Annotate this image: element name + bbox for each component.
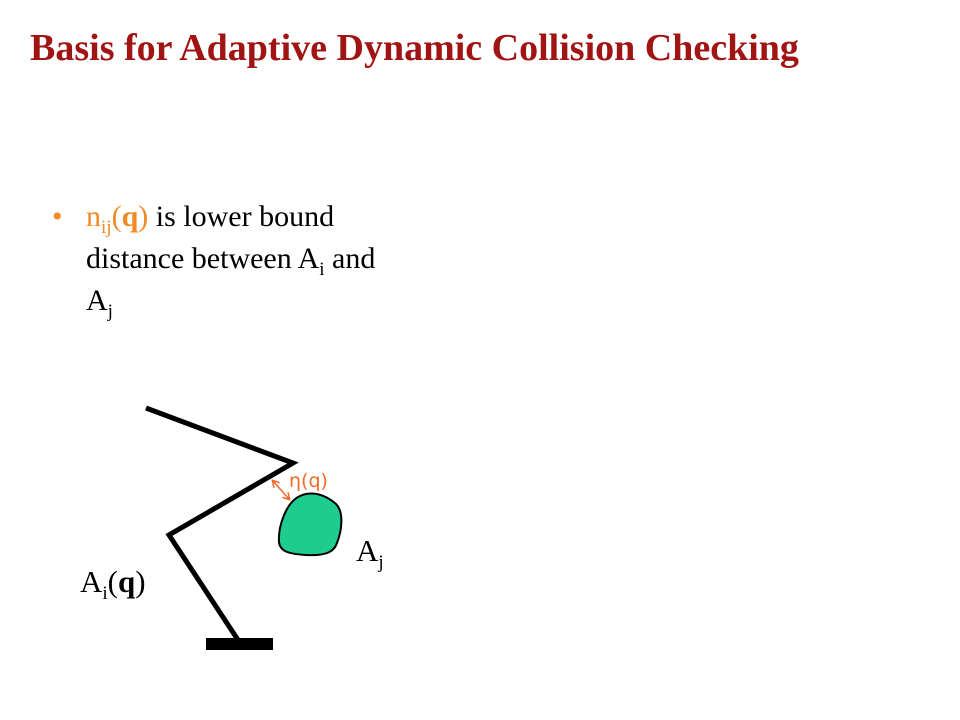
obstacle-label: [356, 533, 384, 573]
robot-label-text: A: [80, 564, 103, 599]
eta-q: q: [121, 200, 139, 233]
bullet-text-2-end: and: [324, 242, 376, 275]
bullet-text-2-sub: i: [319, 259, 325, 280]
slide-title: Basis for Adaptive Dynamic Collision Checking: [30, 27, 799, 69]
bullet-text-3-sub: j: [107, 301, 113, 322]
eta-paren-close: ): [138, 200, 149, 233]
bullet-text-1: is lower bound: [148, 200, 335, 233]
eta-paren-open: (: [111, 200, 122, 233]
obstacle-shape: [279, 493, 341, 555]
eta-symbol: n: [86, 200, 101, 233]
bullet-marker: •: [52, 200, 63, 233]
robot-label-sub: i: [102, 583, 108, 604]
bullet-text-2: distance between A: [86, 242, 320, 275]
robot-label-q: q: [118, 564, 136, 599]
eta-subscript: ij: [101, 217, 112, 238]
obstacle-label-text: A: [356, 533, 379, 568]
distance-arrow: [273, 481, 289, 499]
robot-label-paren-open: (: [107, 564, 118, 599]
distance-label: η(q): [289, 470, 328, 492]
obstacle-label-sub: j: [378, 552, 384, 573]
robot-label-paren-close: ): [135, 564, 146, 599]
robot-arm-links: [146, 408, 293, 640]
robot-base: [206, 638, 273, 650]
bullet-text-3: A: [86, 284, 108, 317]
robot-label: [80, 564, 146, 604]
